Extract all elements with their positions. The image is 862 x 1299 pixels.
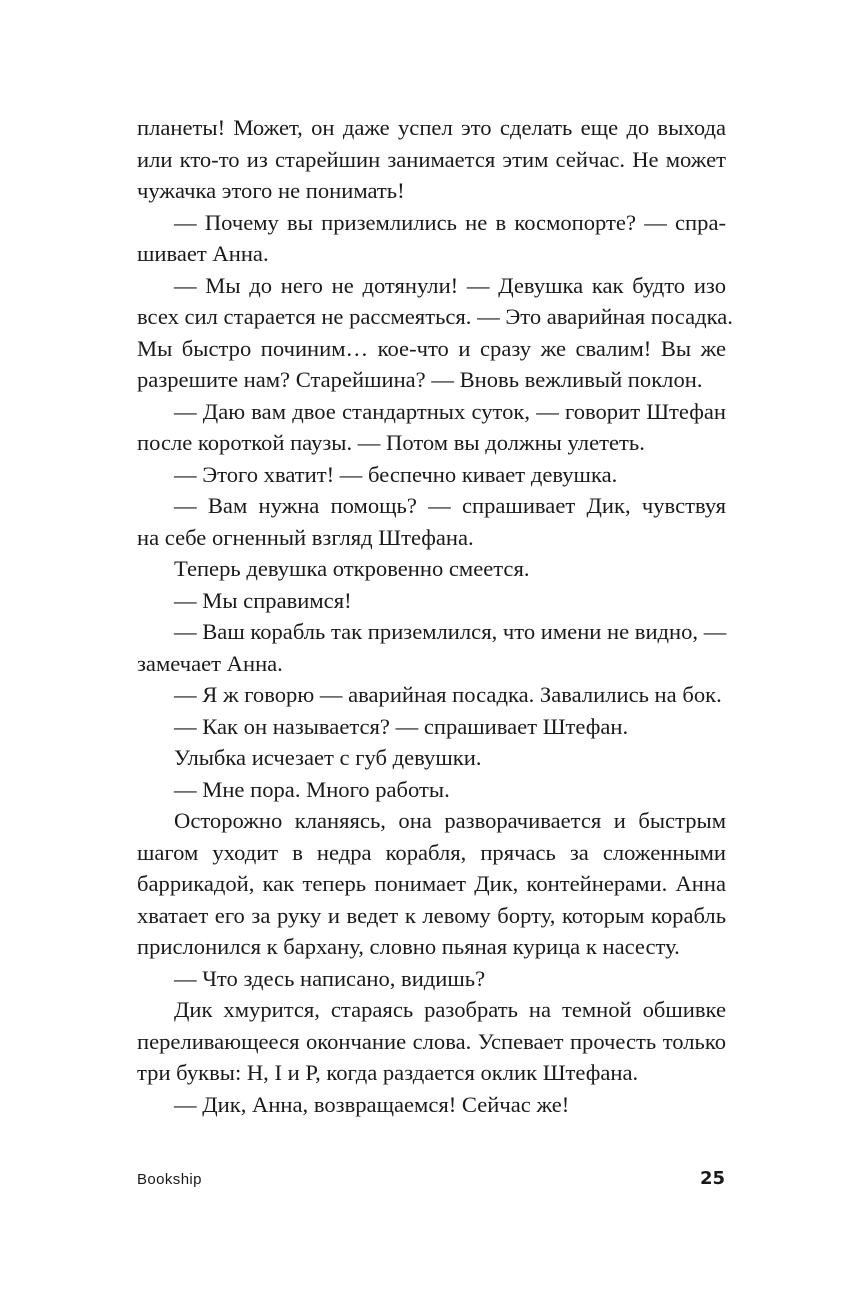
text-line: — Почему вы приземлились не в космопорте? — спра- <box>174 209 726 235</box>
text-line: три буквы: Н, I и Р, когда раздается оклик Штефана. <box>137 1060 639 1085</box>
paragraph <box>137 1089 726 1121</box>
text-line: — Вам нужна помощь? — спрашивает Дик, чувствуя <box>174 493 726 518</box>
paragraph <box>137 679 726 711</box>
text-line: разрешите нам? Старейшина? — Вновь вежливый поклон. <box>137 367 703 392</box>
paragraph <box>137 616 726 679</box>
text-line: переливающееся окончание слова. Успевает прочесть только <box>137 1028 726 1054</box>
text-line: замечает Анна. <box>137 650 283 676</box>
text-line: Дик хмурится, стараясь разобрать на темной обшивке <box>174 997 726 1022</box>
text-line: прислонился к бархану, словно пьяная курица к насесту. <box>137 934 680 959</box>
paragraph <box>137 459 726 491</box>
text-line: Теперь девушка откровенно смеется. <box>174 556 530 581</box>
text-line: — Как он называется? — спрашивает Штефан. <box>174 713 629 739</box>
body-text <box>137 112 733 1120</box>
text-line: на себе огненный взгляд Штефана. <box>137 524 474 550</box>
paragraph <box>137 994 726 1089</box>
text-line: — Что здесь написано, видишь? <box>174 965 486 991</box>
paragraph <box>137 396 726 459</box>
text-line: планеты! Может, он даже успел это сделать еще до выхода <box>137 115 726 140</box>
paragraph <box>137 490 726 553</box>
text-line: — Ваш корабль так приземлился, что имени не видно, — <box>174 619 727 644</box>
paragraph <box>137 711 726 743</box>
text-line: всех сил старается не рассмеяться. — Это аварийная посадка. <box>137 304 733 329</box>
text-line: после короткой паузы. — Потом вы должны улететь. <box>137 430 645 455</box>
text-line: шивает Анна. <box>137 241 269 266</box>
paragraph <box>137 805 726 963</box>
text-line: — Этого хватит! — беспечно кивает девушка. <box>174 461 618 487</box>
paragraph <box>137 270 733 396</box>
paragraph <box>137 585 726 617</box>
paragraph <box>137 963 726 995</box>
text-line: баррикадой, как теперь понимает Дик, контейнерами. Анна <box>137 871 726 896</box>
paragraph <box>137 112 726 207</box>
paragraph <box>137 774 726 806</box>
paragraph <box>137 207 726 270</box>
text-line: — Мы до него не дотянули! — Девушка как будто изо <box>174 272 726 298</box>
paragraph <box>137 742 726 774</box>
text-line: Улыбка исчезает с губ девушки. <box>174 745 482 770</box>
page-number: 25 <box>699 1168 725 1189</box>
paragraph <box>137 553 726 585</box>
text-line: хватает его за руку и ведет к левому борту, которым корабль <box>137 902 726 928</box>
text-line: — Мы справимся! <box>174 587 352 613</box>
text-line: Мы быстро починим… кое-что и сразу же свалим! Вы же <box>137 335 726 361</box>
text-line: или кто-то из старейшин занимается этим сейчас. Не может <box>137 146 726 172</box>
footer-publisher: Bookship <box>137 1171 202 1188</box>
text-line: чужачка этого не понимать! <box>137 178 405 203</box>
text-line: — Дик, Анна, возвращаемся! Сейчас же! <box>174 1091 570 1117</box>
text-line: — Я ж говорю — аварийная посадка. Завалились на бок. <box>174 682 722 707</box>
text-line: — Даю вам двое стандартных суток, — говорит Штефан <box>174 398 726 424</box>
text-line: Осторожно кланяясь, она разворачивается и быстрым <box>174 808 726 833</box>
text-line: — Мне пора. Много работы. <box>174 776 450 802</box>
text-line: шагом уходит в недра корабля, прячась за сложенными <box>137 839 726 865</box>
